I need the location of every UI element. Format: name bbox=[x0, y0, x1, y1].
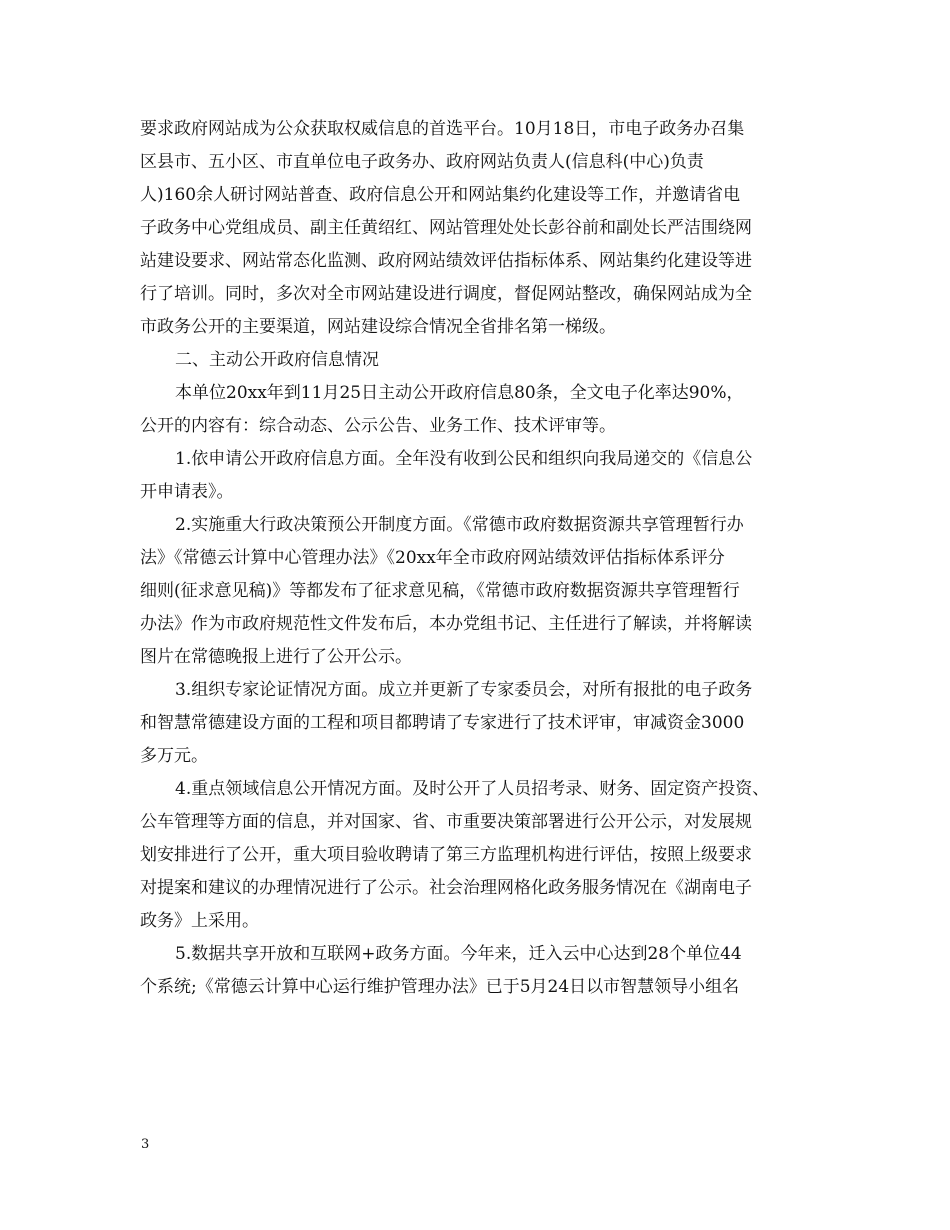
text-line: 图片在常德晚报上进行了公开公示。 bbox=[140, 647, 412, 667]
text-line: 和智慧常德建设方面的工程和项目都聘请了专家进行了技术评审，审减资金3000 bbox=[140, 713, 745, 733]
text-line: 对提案和建议的办理情况进行了公示。社会治理网格化政务服务情况在《湖南电子 bbox=[140, 878, 752, 898]
text-line: 3.组织专家论证情况方面。成立并更新了专家委员会，对所有报批的电子政务 bbox=[175, 680, 753, 700]
text-line: 区县市、五小区、市直单位电子政务办、政府网站负责人(信息科(中心)负责 bbox=[140, 152, 704, 172]
text-line: 公车管理等方面的信息，并对国家、省、市重要决策部署进行公开公示，对发展规 bbox=[140, 812, 752, 832]
text-line: 站建设要求、网站常态化监测、政府网站绩效评估指标体系、网站集约化建设等进 bbox=[140, 251, 752, 271]
page-number: 3 bbox=[141, 1137, 150, 1152]
text-line: 开申请表》。 bbox=[140, 482, 234, 502]
text-line: 4.重点领域信息公开情况方面。及时公开了人员招考录、财务、固定资产投资、 bbox=[175, 779, 770, 799]
text-line: 细则(征求意见稿)》等都发布了征求意见稿，《常德市政府数据资源共享管理暂行 bbox=[140, 581, 740, 601]
text-line: 子政务中心党组成员、副主任黄绍红、网站管理处处长彭谷前和副处长严洁围绕网 bbox=[140, 218, 752, 238]
text-line: 行了培训。同时，多次对全市网站建设进行调度，督促网站整改，确保网站成为全 bbox=[140, 284, 752, 304]
document-body bbox=[140, 113, 820, 1004]
text-line: 个系统;《常德云计算中心运行维护管理办法》已于5月24日以市智慧领导小组名 bbox=[140, 977, 740, 997]
text-line: 1.依申请公开政府信息方面。全年没有收到公民和组织向我局递交的《信息公 bbox=[175, 449, 753, 469]
text-line: 办法》作为市政府规范性文件发布后，本办党组书记、主任进行了解读，并将解读 bbox=[140, 614, 752, 634]
text-line: 法》《常德云计算中心管理办法》《20xx年全市政府网站绩效评估指标体系评分 bbox=[140, 548, 725, 568]
text-line: 划安排进行了公开，重大项目验收聘请了第三方监理机构进行评估，按照上级要求 bbox=[140, 845, 752, 865]
text-line: 公开的内容有：综合动态、公示公告、业务工作、技术评审等。 bbox=[140, 416, 616, 436]
text-line: 多万元。 bbox=[140, 746, 208, 766]
text-line: 5.数据共享开放和互联网+政务方面。今年来，迁入云中心达到28个单位44 bbox=[175, 944, 742, 964]
text-line: 本单位20xx年到11月25日主动公开政府信息80条，全文电子化率达90%， bbox=[175, 383, 744, 403]
text-line: 市政务公开的主要渠道，网站建设综合情况全省排名第一梯级。 bbox=[140, 317, 616, 337]
text-line: 人)160余人研讨网站普查、政府信息公开和网站集约化建设等工作，并邀请省电 bbox=[140, 185, 741, 205]
text-line: 2.实施重大行政决策预公开制度方面。《常德市政府数据资源共享管理暂行办 bbox=[175, 515, 744, 535]
text-line: 要求政府网站成为公众获取权威信息的首选平台。10月18日，市电子政务办召集 bbox=[140, 119, 745, 139]
text-line: 二、主动公开政府信息情况 bbox=[175, 350, 379, 370]
text-line: 政务》上采用。 bbox=[140, 911, 259, 931]
